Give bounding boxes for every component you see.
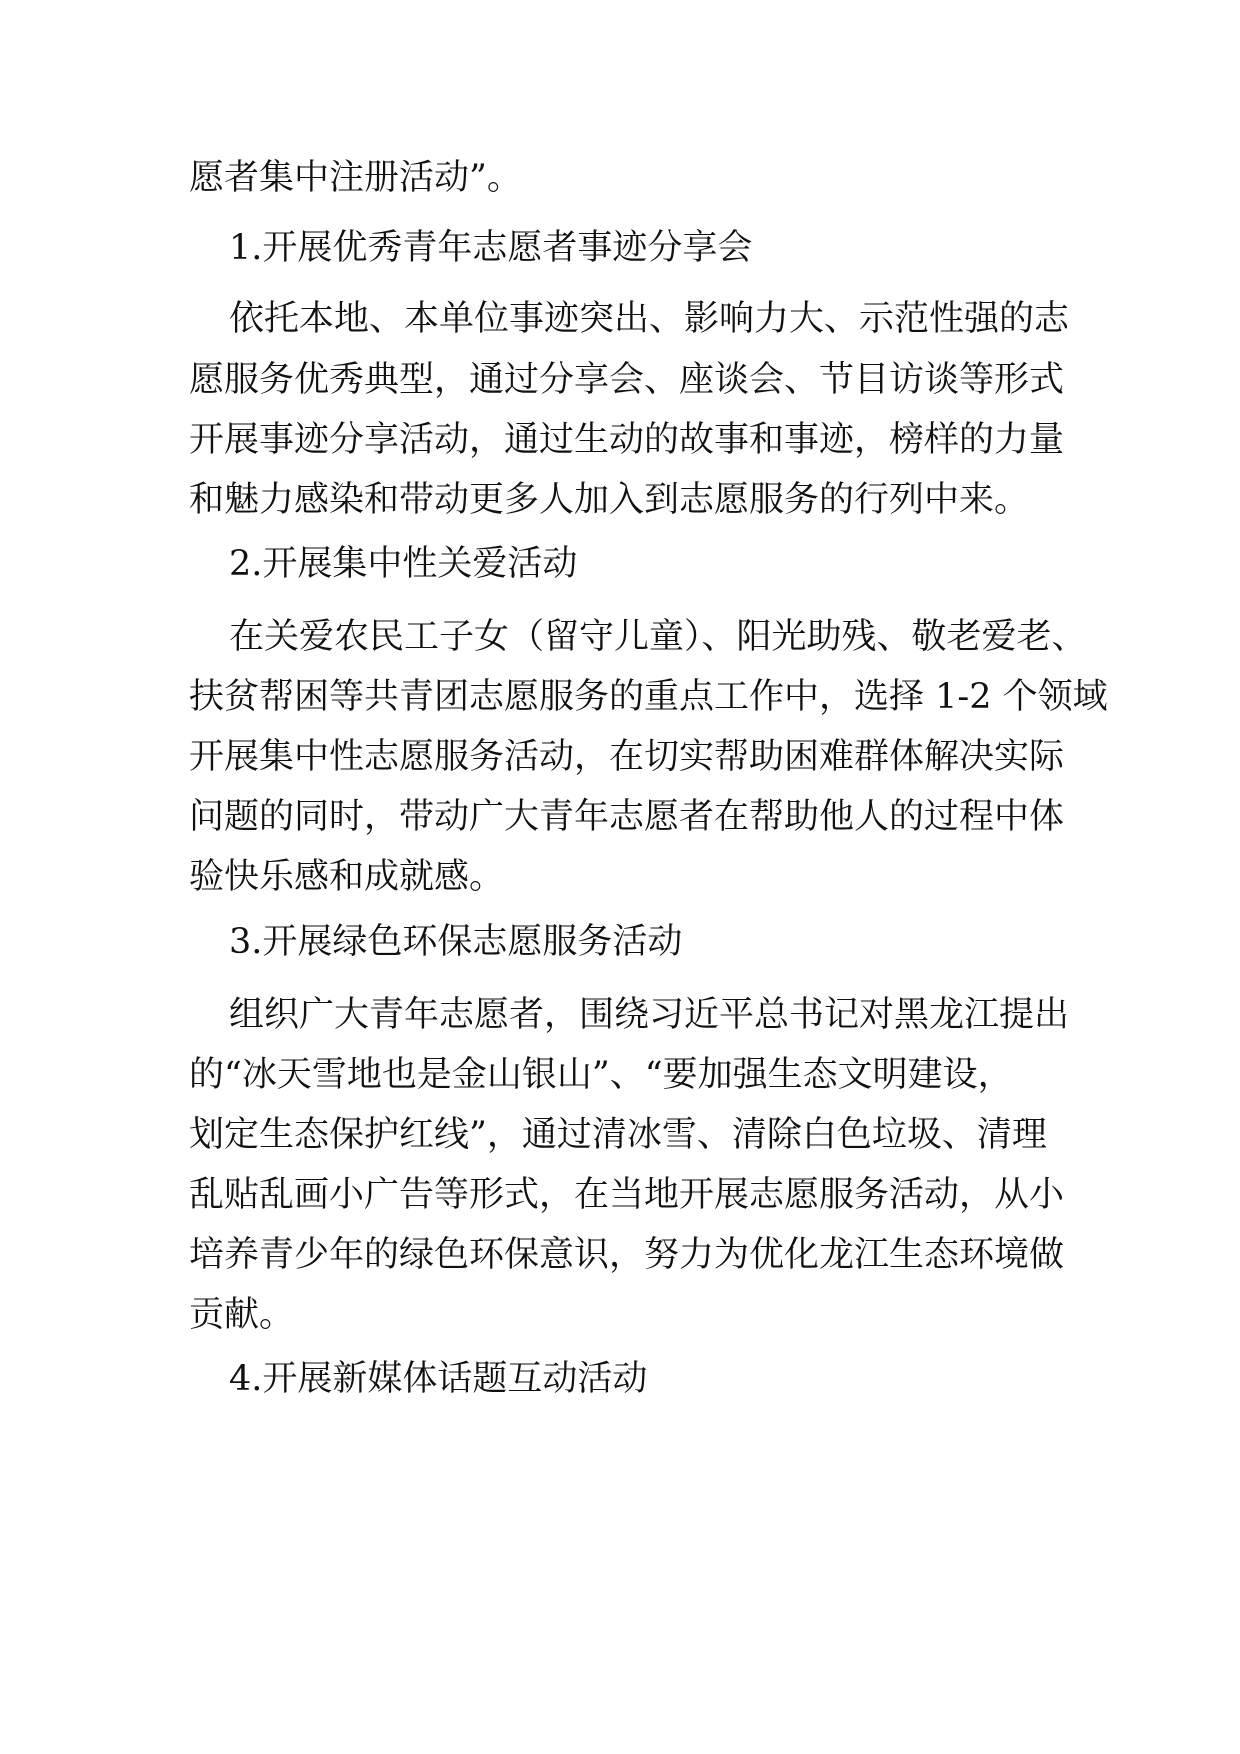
paragraph-3-line-2: 的“冰天雪地也是金山银山”、“要加强生态文明建设，	[189, 1055, 1013, 1095]
paragraph-3-line-5: 培养青少年的绿色环保意识，努力为优化龙江生态环境做	[189, 1235, 1065, 1275]
section-heading-4: 4.开展新媒体话题互动活动	[229, 1359, 648, 1399]
paragraph-1-line-2: 愿服务优秀典型，通过分享会、座谈会、节目访谈等形式	[189, 360, 1065, 400]
section-heading-2: 2.开展集中性关爱活动	[229, 544, 578, 584]
section-heading-1: 1.开展优秀青年志愿者事迹分享会	[229, 228, 753, 268]
paragraph-3-line-1: 组织广大青年志愿者，围绕习近平总书记对黑龙江提出	[229, 995, 1070, 1035]
paragraph-2-line-4: 问题的同时，带动广大青年志愿者在帮助他人的过程中体	[189, 797, 1065, 837]
paragraph-3-line-4: 乱贴乱画小广告等形式，在当地开展志愿服务活动，从小	[189, 1175, 1065, 1215]
section-heading-3: 3.开展绿色环保志愿服务活动	[229, 922, 683, 962]
paragraph-3-line-6: 贡献。	[189, 1295, 295, 1335]
paragraph-2-line-5: 验快乐感和成就感。	[189, 857, 505, 897]
paragraph-1-line-1: 依托本地、本单位事迹突出、影响力大、示范性强的志	[229, 299, 1070, 339]
paragraph-2-line-3: 开展集中性志愿服务活动，在切实帮助困难群体解决实际	[189, 737, 1065, 777]
paragraph-1-line-3: 开展事迹分享活动，通过生动的故事和事迹，榜样的力量	[189, 420, 1065, 460]
paragraph-2-line-2: 扶贫帮困等共青团志愿服务的重点工作中，选择 1-2 个领域	[189, 677, 1108, 717]
paragraph-2-line-1: 在关爱农民工子女（留守儿童）、阳光助残、敬老爱老、	[229, 617, 1087, 657]
paragraph-3-line-3: 划定生态保护红线”，通过清冰雪、清除白色垃圾、清理	[189, 1115, 1047, 1155]
paragraph-1-line-4: 和魅力感染和带动更多人加入到志愿服务的行列中来。	[189, 480, 1030, 520]
paragraph-intro-continuation: 愿者集中注册活动”。	[189, 158, 522, 198]
